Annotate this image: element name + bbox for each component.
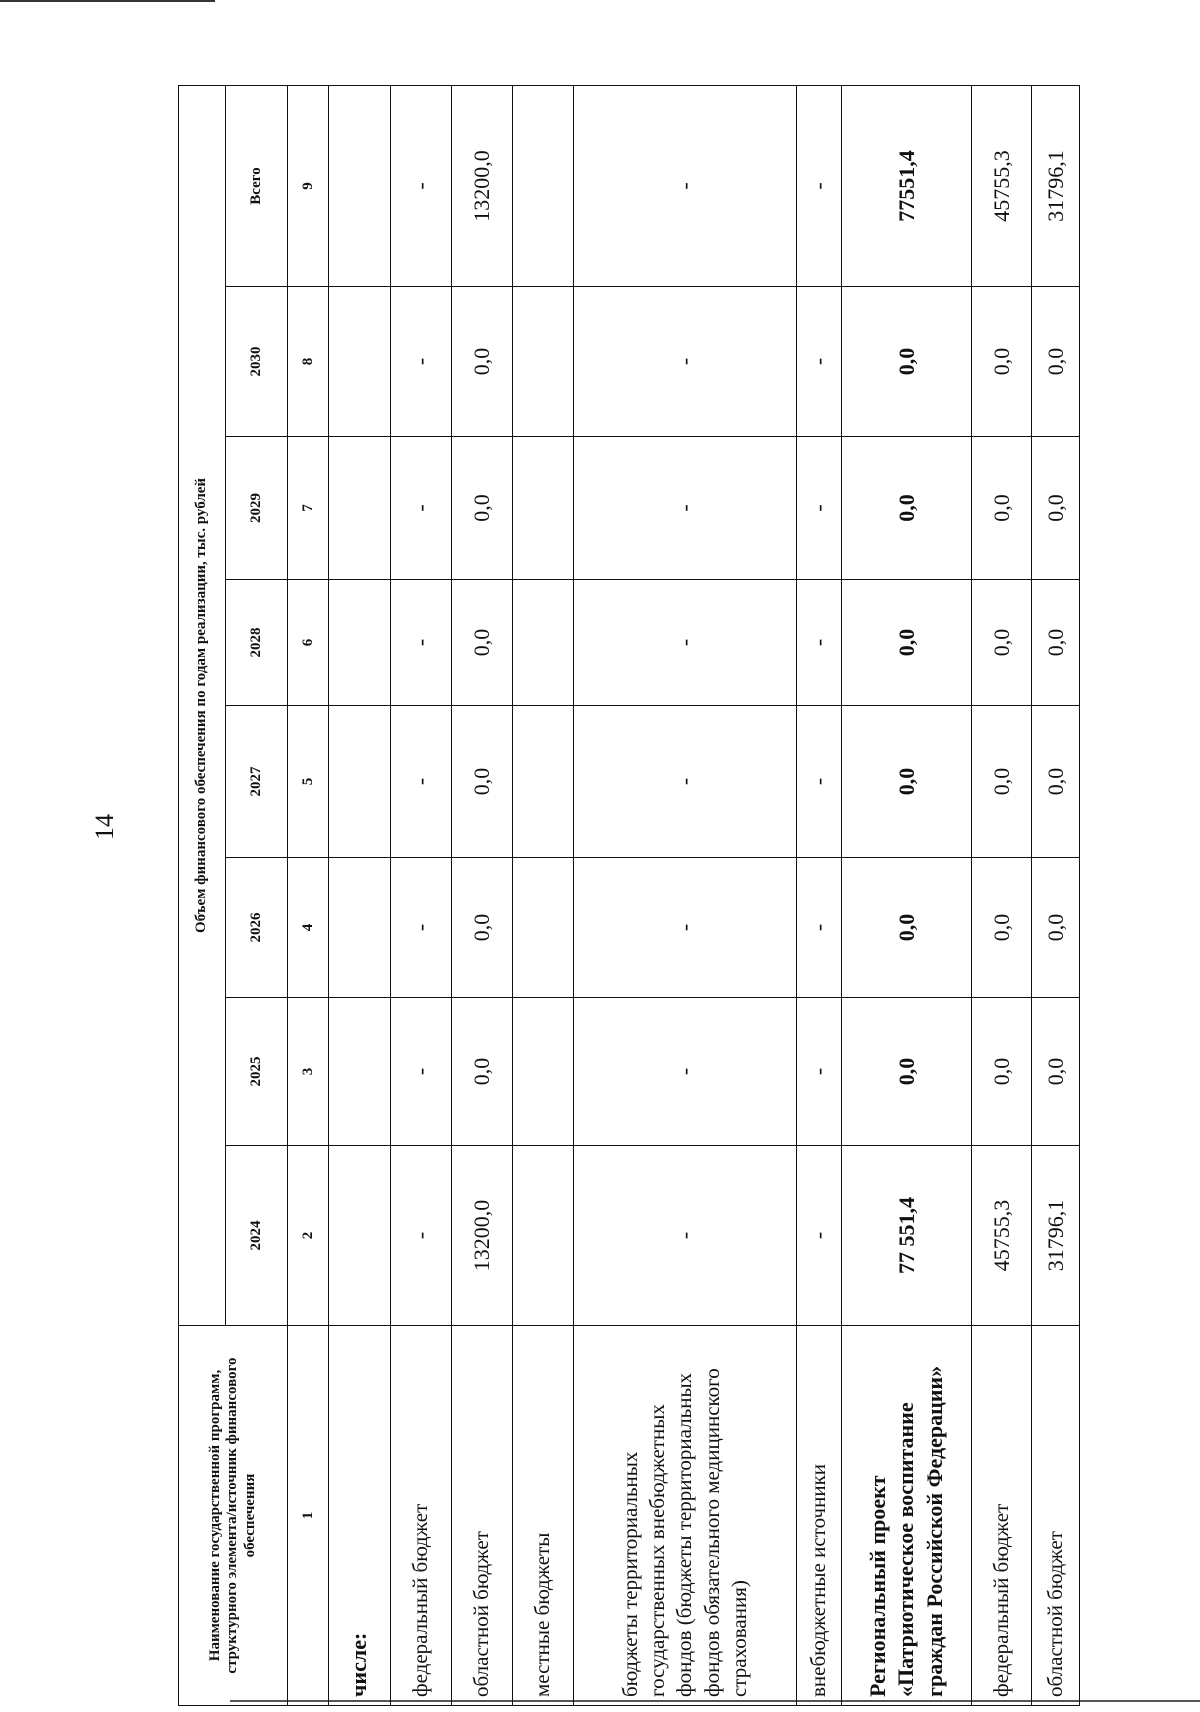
row-value: 0,0 — [842, 706, 972, 858]
row-value: 77551,4 — [842, 85, 972, 286]
row-value: 0,0 — [972, 998, 1032, 1146]
row-value: - — [574, 998, 797, 1146]
row-value — [329, 858, 391, 998]
row-value: - — [391, 580, 452, 706]
row-value — [513, 580, 574, 706]
row-value: 0,0 — [1032, 580, 1080, 706]
row-value — [513, 1146, 574, 1326]
row-value: - — [797, 706, 842, 858]
table-row — [513, 85, 574, 1705]
row-name: Региональный проект «Патриотическое воспитание граждан Российской Федерации» — [842, 1326, 972, 1706]
row-value: 0,0 — [842, 998, 972, 1146]
row-value: - — [797, 287, 842, 437]
row-name: внебюджетные источники — [797, 1326, 842, 1706]
row-value: 13200,0 — [452, 1146, 513, 1326]
row-value: 0,0 — [972, 858, 1032, 998]
column-number: 3 — [288, 998, 329, 1146]
row-value: - — [391, 287, 452, 437]
row-value — [513, 998, 574, 1146]
row-value: 0,0 — [972, 706, 1032, 858]
row-value: - — [574, 85, 797, 286]
row-value: - — [574, 706, 797, 858]
row-value: 0,0 — [1032, 998, 1080, 1146]
row-value: 0,0 — [972, 580, 1032, 706]
row-value — [513, 858, 574, 998]
row-value: - — [797, 437, 842, 580]
row-name: федеральный бюджет — [391, 1326, 452, 1706]
row-value: - — [797, 858, 842, 998]
row-value: 0,0 — [972, 437, 1032, 580]
table-row — [842, 85, 972, 1705]
row-value — [513, 706, 574, 858]
row-name: областной бюджет — [452, 1326, 513, 1706]
row-value: - — [391, 998, 452, 1146]
row-value — [329, 437, 391, 580]
row-value — [329, 85, 391, 286]
header-year: 2029 — [226, 437, 288, 580]
row-value — [329, 1146, 391, 1326]
row-name: федеральный бюджет — [972, 1326, 1032, 1706]
row-value: 0,0 — [452, 437, 513, 580]
row-value — [329, 706, 391, 858]
header-group: Объем финансового обеспечения по годам реализации, тыс. рублей — [179, 85, 226, 1325]
row-value: 0,0 — [452, 998, 513, 1146]
header-year: 2027 — [226, 706, 288, 858]
row-value: 0,0 — [452, 858, 513, 998]
row-name: областной бюджет — [1032, 1326, 1080, 1706]
column-number: 1 — [288, 1326, 329, 1706]
row-value: 0,0 — [452, 287, 513, 437]
row-name: бюджеты территориальных государственных внебюджетных фондов (бюджеты территориальных фондов обязательного медицинского страхования) — [574, 1326, 797, 1706]
row-value — [513, 287, 574, 437]
table-row — [797, 85, 842, 1705]
row-value: - — [574, 287, 797, 437]
row-value: 0,0 — [1032, 287, 1080, 437]
header-year: 2026 — [226, 858, 288, 998]
row-value: - — [391, 706, 452, 858]
row-value: - — [391, 1146, 452, 1326]
row-value: - — [574, 858, 797, 998]
row-value: - — [797, 998, 842, 1146]
scan-edge-line-top — [0, 0, 215, 2]
financing-table — [178, 85, 1080, 1706]
rotated-table-frame — [178, 86, 1074, 1706]
row-value — [329, 998, 391, 1146]
table-row — [452, 85, 513, 1705]
row-value: 0,0 — [452, 580, 513, 706]
row-name: числе: — [329, 1326, 391, 1706]
row-value: - — [391, 85, 452, 286]
row-value: 0,0 — [842, 580, 972, 706]
header-year: 2024 — [226, 1146, 288, 1326]
row-value: - — [797, 580, 842, 706]
row-value: - — [391, 437, 452, 580]
row-name: местные бюджеты — [513, 1326, 574, 1706]
row-value: 0,0 — [1032, 858, 1080, 998]
column-number: 5 — [288, 706, 329, 858]
row-value: 45755,3 — [972, 1146, 1032, 1326]
table-row — [1032, 85, 1080, 1705]
row-value — [513, 85, 574, 286]
row-value: - — [391, 858, 452, 998]
row-value — [513, 437, 574, 580]
column-number: 6 — [288, 580, 329, 706]
row-value: 0,0 — [842, 858, 972, 998]
page-number: 14 — [90, 814, 119, 840]
column-number: 4 — [288, 858, 329, 998]
row-value: 0,0 — [1032, 437, 1080, 580]
column-number: 2 — [288, 1146, 329, 1326]
header-year: Всего — [226, 85, 288, 286]
header-year: 2028 — [226, 580, 288, 706]
row-value: 0,0 — [1032, 706, 1080, 858]
table-row — [391, 85, 452, 1705]
row-value: - — [797, 85, 842, 286]
row-value: - — [797, 1146, 842, 1326]
table-row — [972, 85, 1032, 1705]
header-name: Наименование государственной программ, структурного элемента/источник финансового обеспечения — [179, 1326, 288, 1706]
column-number: 9 — [288, 85, 329, 286]
row-value: 0,0 — [452, 706, 513, 858]
row-value: 45755,3 — [972, 85, 1032, 286]
column-number: 7 — [288, 437, 329, 580]
row-value: 31796,1 — [1032, 85, 1080, 286]
row-value — [329, 287, 391, 437]
row-value: 13200,0 — [452, 85, 513, 286]
header-year: 2025 — [226, 998, 288, 1146]
table-row — [574, 85, 797, 1705]
row-value: 0,0 — [842, 287, 972, 437]
row-value: - — [574, 1146, 797, 1326]
row-value: - — [574, 437, 797, 580]
header-year: 2030 — [226, 287, 288, 437]
table-row — [329, 85, 391, 1705]
row-value: - — [574, 580, 797, 706]
column-number: 8 — [288, 287, 329, 437]
row-value — [329, 580, 391, 706]
row-value: 0,0 — [842, 437, 972, 580]
row-value: 0,0 — [972, 287, 1032, 437]
row-value: 31796,1 — [1032, 1146, 1080, 1326]
row-value: 77 551,4 — [842, 1146, 972, 1326]
